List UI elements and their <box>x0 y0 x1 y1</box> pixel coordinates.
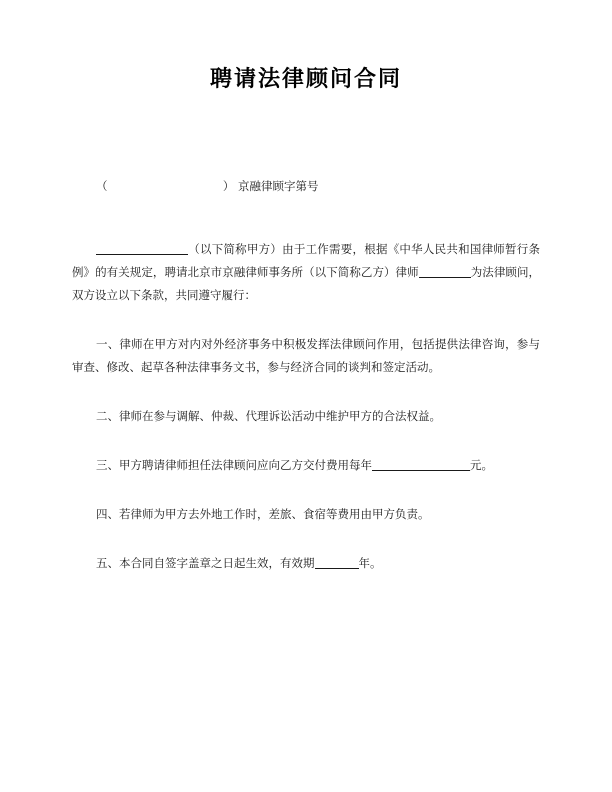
paragraph-clause-5 <box>72 552 540 575</box>
paragraph-clause-1 <box>72 333 540 379</box>
paragraph-clause-2 <box>72 405 540 428</box>
fill-in-blank[interactable] <box>372 457 470 471</box>
paragraph-clause-3 <box>72 454 540 477</box>
paragraph-text: 一、律师在甲方对内对外经济事务中积极发挥法律顾问作用，包括提供法律咨询，参与审查、修改、起草各种法律事务文书，参与经济合同的谈判和签定活动。 <box>72 337 540 374</box>
fill-in-blank[interactable] <box>96 241 188 255</box>
paragraph-text: 四、若律师为甲方去外地工作时，差旅、食宿等费用由甲方负责。 <box>96 507 430 521</box>
paragraph-text: 二、律师在参与调解、仲裁、代理诉讼活动中维护甲方的合法权益。 <box>96 409 441 423</box>
fill-in-blank[interactable] <box>315 555 359 569</box>
page-title: 聘请法律顾问合同 <box>209 67 402 92</box>
paragraph-text: 三、甲方聘请律师担任法律顾问应向乙方交付费用每年 <box>96 458 372 472</box>
paragraph-preamble <box>72 238 540 307</box>
reference-label: 京融律顾字第号 <box>237 179 319 193</box>
paragraph-text: 五、本合同自签字盖章之日起生效，有效期 <box>96 556 315 570</box>
paragraph-text: （以下简称甲方）由于工作需要，根据《中华人民共和国律师暂行条例》的有关规定，聘请北京市京融律师事务所（以下简称乙方）律师 <box>72 242 540 279</box>
reference-number-line <box>72 175 540 198</box>
paragraph-text: 元。 <box>470 458 493 472</box>
reference-close-paren: ） <box>222 179 235 193</box>
paragraph-text: 为法律顾问，双方设立以下条款，共同遵守履行： <box>72 265 541 302</box>
document-body <box>72 93 540 575</box>
paragraph-clause-4 <box>72 503 540 526</box>
paragraph-text: 年。 <box>358 556 382 570</box>
fill-in-blank[interactable] <box>419 264 471 278</box>
reference-open-paren: （ <box>96 179 108 193</box>
